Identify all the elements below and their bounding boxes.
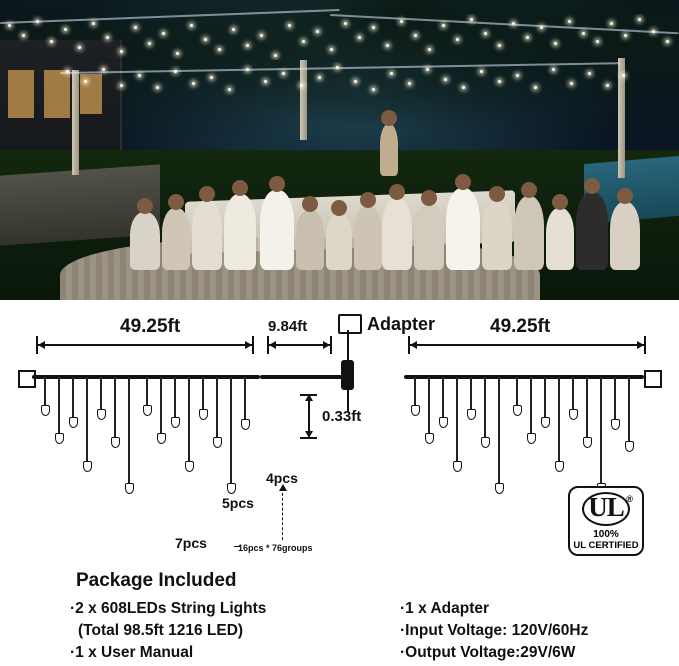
tick-left-end xyxy=(252,336,254,354)
adapter-label: Adapter xyxy=(367,314,436,334)
ul-mark-text: UL xyxy=(588,492,624,522)
package-left-column xyxy=(70,598,400,664)
package-item: ·1 x Adapter xyxy=(400,600,490,617)
left-end-connector xyxy=(18,370,36,388)
main-wire-right xyxy=(404,375,644,379)
arrow-center-start xyxy=(269,341,276,349)
spacing-tick-top xyxy=(300,394,317,396)
ul-percent-label: 100% xyxy=(593,529,619,540)
ul-certification-badge xyxy=(568,486,644,556)
adapter-plug-icon xyxy=(338,314,362,334)
group-note-leader-arrow xyxy=(279,484,287,491)
adapter-cord-upper xyxy=(347,330,349,360)
pcs-seven-label: 7pcs xyxy=(175,535,207,551)
group-note-leader-horizontal xyxy=(234,546,240,547)
group-note-label: 16pcs * 76groups xyxy=(238,543,313,553)
package-title: Package Included xyxy=(76,570,237,591)
dimension-diagram xyxy=(0,300,679,566)
measure-line-right xyxy=(408,344,644,346)
icicle-bulbs-lower xyxy=(60,62,630,96)
arrow-left-start xyxy=(38,341,45,349)
drop-spacing-label: 0.33ft xyxy=(322,408,362,425)
tick-center-end xyxy=(330,336,332,354)
measure-line-left xyxy=(36,344,252,346)
arrow-right-end xyxy=(637,341,644,349)
right-end-connector xyxy=(644,370,662,388)
package-item: ·Output Voltage:29V/6W xyxy=(400,644,576,661)
center-span-label: 9.84ft xyxy=(268,318,308,335)
spacing-tick-bottom xyxy=(300,437,317,439)
package-item: ·Input Voltage: 120V/60Hz xyxy=(400,622,589,639)
ul-registered-icon: ® xyxy=(626,494,633,504)
icicle-bulbs-top xyxy=(0,14,679,60)
group-note-leader-vertical xyxy=(282,488,283,540)
ul-certified-label: UL CERTIFIED xyxy=(573,540,639,551)
package-item: ·1 x User Manual xyxy=(70,644,194,661)
pcs-four-label: 4pcs xyxy=(266,470,298,486)
arrow-right-start xyxy=(410,341,417,349)
package-item: ·2 x 608LEDs String Lights xyxy=(70,600,267,617)
package-item: (Total 98.5ft 1216 LED) xyxy=(78,622,244,639)
pcs-five-label: 5pcs xyxy=(222,495,254,511)
guests xyxy=(120,130,679,270)
hero-photo xyxy=(0,0,679,300)
arrow-center-end xyxy=(323,341,330,349)
package-included-section xyxy=(0,566,679,666)
tick-right-end xyxy=(644,336,646,354)
main-wire-center xyxy=(260,375,350,379)
left-span-label: 49.25ft xyxy=(120,316,181,337)
measure-line-center xyxy=(267,344,330,346)
package-right-column xyxy=(400,598,679,664)
right-span-label: 49.25ft xyxy=(490,316,551,337)
arrow-left-end xyxy=(245,341,252,349)
